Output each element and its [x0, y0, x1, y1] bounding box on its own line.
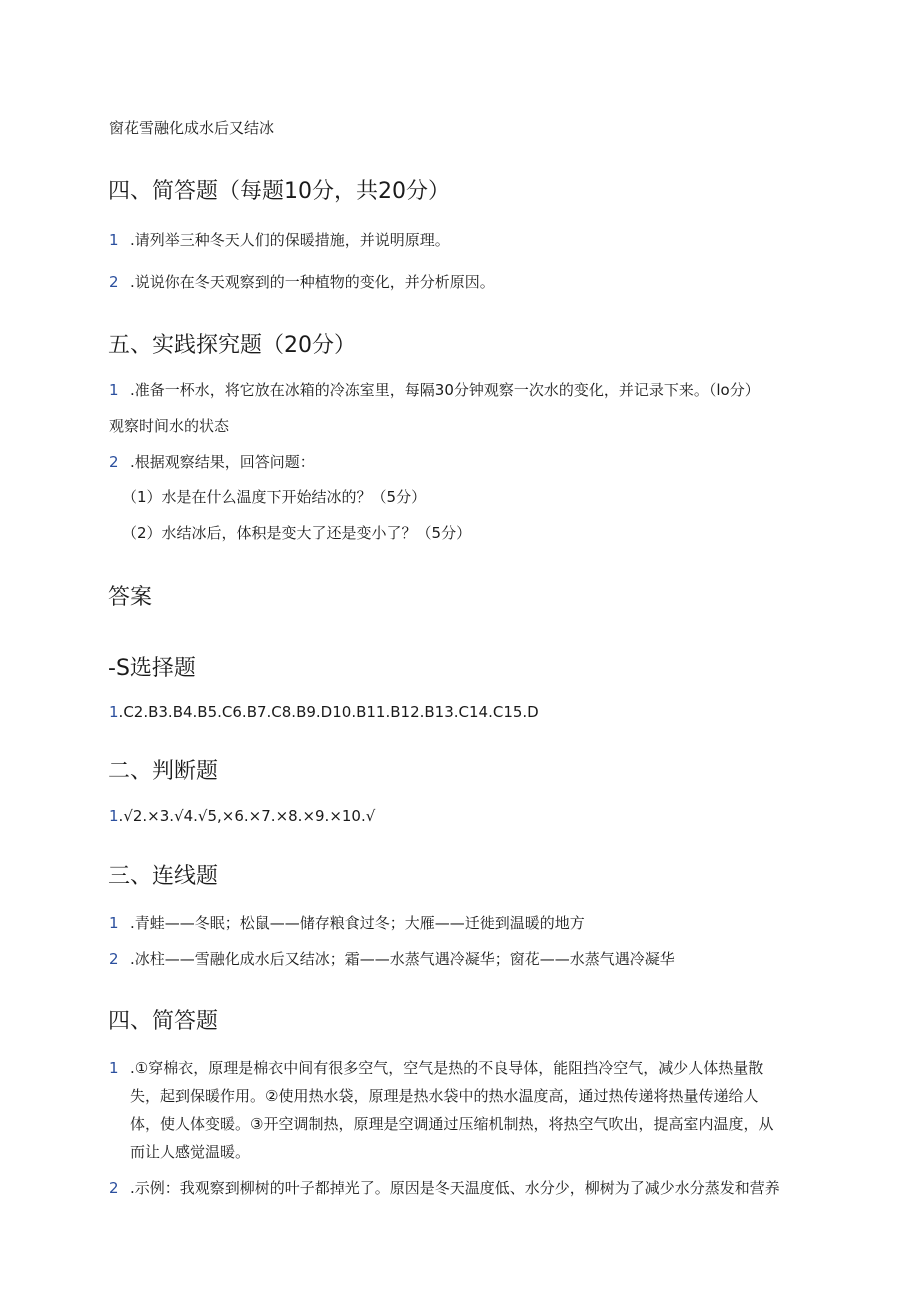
section4-q2-number: 2: [109, 273, 119, 291]
section4-q2: .说说你在冬天观察到的一种植物的变化，并分析原因。: [130, 273, 495, 291]
answers-part4-title: 四、简答题: [108, 1009, 219, 1034]
answers-part4-q1-line: .①穿棉衣，原理是棉衣中间有很多空气，空气是热的不良导体，能阻挡冷空气，减少人体热量散: [130, 1059, 764, 1077]
answers-part3-q1-number: 1: [109, 914, 119, 932]
section5-title: 五、实践探究题（20分）: [108, 333, 356, 358]
answers-part2-line: [109, 806, 375, 826]
section4-title: 四、简答题（每题10分，共20分）: [108, 179, 450, 204]
section5-q1: .准备一杯水，将它放在冰箱的冷冻室里，每隔30分钟观察一次水的变化，并记录下来。（lo分）: [130, 381, 760, 399]
answers-part3-q2-number: 2: [109, 950, 119, 968]
section5-q2-a: （1）水是在什么温度下开始结冰的？（5分）: [122, 488, 427, 506]
answers-part2-title: 二、判断题: [108, 759, 219, 784]
answers-part1-line: [109, 702, 539, 722]
answers-part4-q1: [130, 1054, 800, 1166]
answers-part4-q1-line: 失，起到保暖作用。②使用热水袋，原理是热水袋中的热水温度高，通过热传递将热量传递给人: [130, 1087, 759, 1105]
section5-q2-number: 2: [109, 453, 119, 471]
section5-q2-b: （2）水结冰后，体积是变大了还是变小了？（5分）: [122, 524, 472, 542]
section4-q1-number: 1: [109, 231, 119, 249]
section4-q1: .请列举三种冬天人们的保暖措施，并说明原理。: [130, 231, 450, 249]
answers-part4-q2: .示例：我观察到柳树的叶子都掉光了。原因是冬天温度低、水分少，柳树为了减少水分蒸发和营养: [130, 1179, 780, 1197]
answers-part2-number: 1: [109, 807, 119, 825]
answers-part1-number: 1: [109, 703, 119, 721]
answers-title: 答案: [108, 585, 153, 610]
answers-part3-q1: .青蛙——冬眠；松鼠——储存粮食过冬；大雁——迁徙到温暖的地方: [130, 914, 585, 932]
section5-q2: .根据观察结果，回答问题：: [130, 453, 315, 471]
answers-part4-q1-line: 体，使人体变暖。③开空调制热，原理是空调通过压缩机制热，将热空气吹出，提高室内温度，从: [130, 1115, 774, 1133]
answers-part1-title: -S选择题: [108, 656, 196, 681]
answers-part1-text: .C2.B3.B4.B5.C6.B7.C8.B9.D10.B11.B12.B13.C14.C15.D: [118, 703, 539, 721]
section5-q1-number: 1: [109, 381, 119, 399]
answers-part3-q2: .冰柱——雪融化成水后又结冰；霜——水蒸气遇冷凝华；窗花——水蒸气遇冷凝华: [130, 950, 675, 968]
answers-part4-q1-line: 而让人感觉温暖。: [130, 1143, 251, 1161]
answers-part2-text: .√2.×3.√4.√5,×6.×7.×8.×9.×10.√: [118, 807, 376, 825]
top-line: 窗花雪融化成水后又结冰: [109, 119, 275, 137]
answers-part4-q1-number: 1: [109, 1059, 119, 1077]
answers-part3-title: 三、连线题: [108, 864, 219, 889]
answers-part4-q2-number: 2: [109, 1179, 119, 1197]
observation-table-header: 观察时间水的状态: [109, 417, 230, 435]
